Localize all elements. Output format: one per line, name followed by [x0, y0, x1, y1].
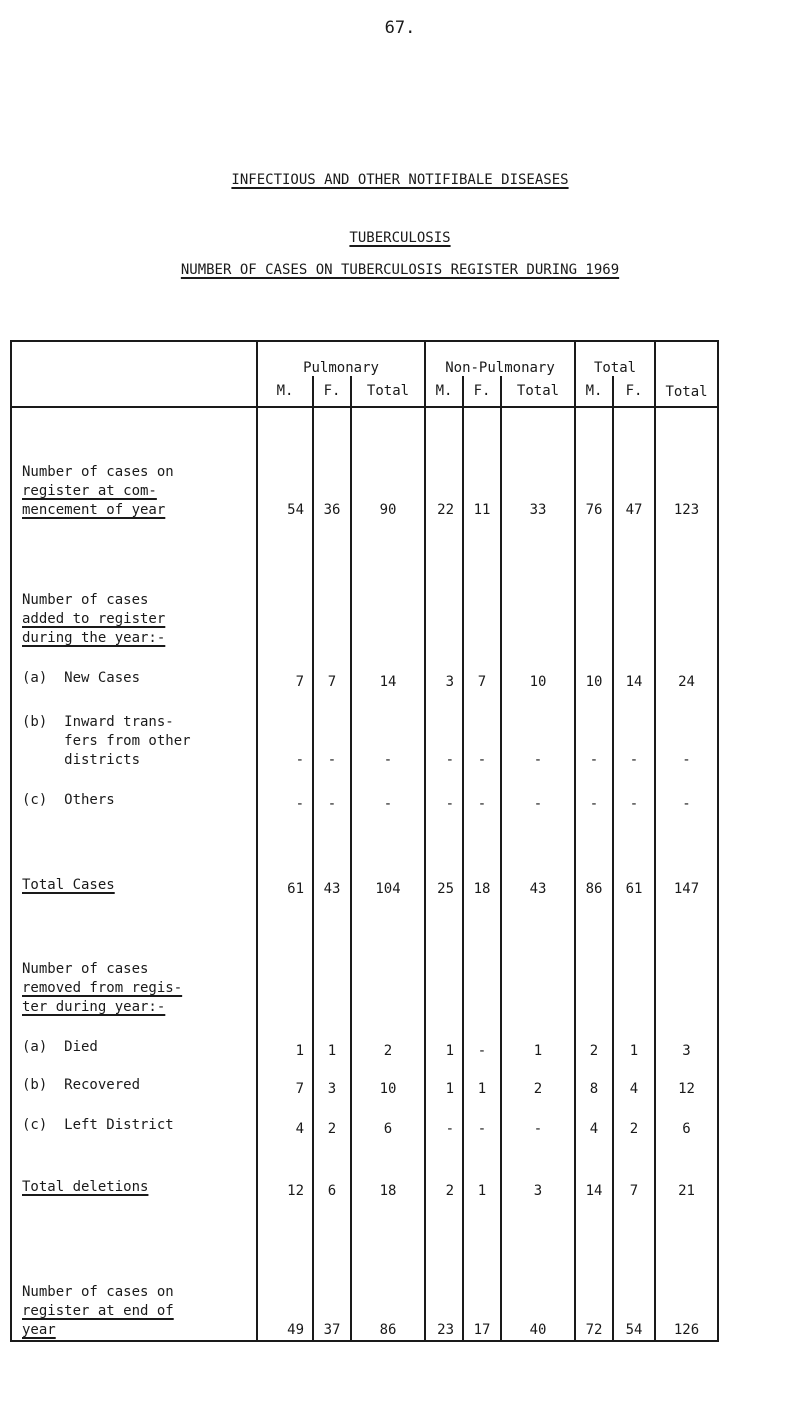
group-header-non-pulmonary: Non-Pulmonary	[425, 341, 575, 376]
row-label	[11, 770, 257, 814]
value-cell: 7	[257, 1061, 313, 1099]
value-cell	[425, 520, 463, 648]
value-cell: 3	[313, 1061, 351, 1099]
group-header-total: Total	[575, 341, 655, 376]
row-label-line: Number of cases	[22, 961, 149, 977]
value-cell: -	[425, 1099, 463, 1139]
value-cell: 1	[501, 1017, 575, 1061]
value-cell: -	[501, 692, 575, 770]
value-cell: 11	[463, 407, 501, 520]
value-cell: 23	[425, 1201, 463, 1341]
tuberculosis-register-table	[10, 340, 719, 1342]
grand-total-header-cell: Total	[655, 341, 718, 407]
value-cell: 7	[463, 648, 501, 692]
row-label-line: districts	[22, 752, 141, 768]
value-cell: 21	[655, 1139, 718, 1201]
value-cell	[501, 899, 575, 1017]
value-cell: 86	[575, 814, 613, 899]
value-cell	[257, 520, 313, 648]
value-cell: 1	[425, 1061, 463, 1099]
value-cell: 47	[613, 407, 655, 520]
value-cell: -	[257, 692, 313, 770]
value-cell: 8	[575, 1061, 613, 1099]
row-label-line: (b) Recovered	[22, 1077, 141, 1093]
value-cell: -	[613, 692, 655, 770]
value-cell	[463, 520, 501, 648]
value-cell: 2	[501, 1061, 575, 1099]
value-cell: 7	[613, 1139, 655, 1201]
row-label	[11, 1139, 257, 1201]
value-cell: 2	[425, 1139, 463, 1201]
value-cell: -	[655, 770, 718, 814]
value-cell: 10	[575, 648, 613, 692]
value-cell: -	[463, 1099, 501, 1139]
value-cell	[463, 899, 501, 1017]
column-header: M.	[425, 376, 463, 407]
row-label-line: register at end of	[22, 1303, 174, 1319]
value-cell: 49	[257, 1201, 313, 1341]
row-label-line: Number of cases	[22, 592, 149, 608]
table-row	[11, 1201, 718, 1341]
table-row	[11, 899, 718, 1017]
value-cell: 86	[351, 1201, 425, 1341]
row-label-line: (a) Died	[22, 1039, 98, 1055]
value-cell: 4	[257, 1099, 313, 1139]
value-cell: 36	[313, 407, 351, 520]
main-heading: INFECTIOUS AND OTHER NOTIFIBALE DISEASES	[231, 172, 569, 188]
value-cell: -	[613, 770, 655, 814]
value-cell: 3	[425, 648, 463, 692]
column-header: Total	[351, 376, 425, 407]
value-cell: 1	[463, 1061, 501, 1099]
value-cell: 3	[501, 1139, 575, 1201]
column-header: Total	[501, 376, 575, 407]
row-label	[11, 1017, 257, 1061]
value-cell: -	[313, 692, 351, 770]
value-cell	[425, 899, 463, 1017]
value-cell: -	[501, 770, 575, 814]
value-cell: 24	[655, 648, 718, 692]
table-row	[11, 1017, 718, 1061]
table-row	[11, 648, 718, 692]
value-cell: 2	[351, 1017, 425, 1061]
value-cell: 25	[425, 814, 463, 899]
value-cell: -	[463, 692, 501, 770]
row-label	[11, 648, 257, 692]
value-cell: 43	[313, 814, 351, 899]
value-cell: -	[575, 770, 613, 814]
row-label-line: during the year:-	[22, 630, 166, 646]
row-label	[11, 1061, 257, 1099]
value-cell: 126	[655, 1201, 718, 1341]
group-header-row	[11, 341, 718, 376]
column-header: F.	[463, 376, 501, 407]
value-cell: 37	[313, 1201, 351, 1341]
value-cell: -	[257, 770, 313, 814]
value-cell: 2	[313, 1099, 351, 1139]
column-header: M.	[257, 376, 313, 407]
value-cell: 40	[501, 1201, 575, 1341]
value-cell: 4	[613, 1061, 655, 1099]
value-cell: 14	[613, 648, 655, 692]
value-cell	[655, 899, 718, 1017]
value-cell: -	[313, 770, 351, 814]
value-cell: 147	[655, 814, 718, 899]
row-label	[11, 692, 257, 770]
value-cell	[351, 899, 425, 1017]
value-cell: 2	[613, 1099, 655, 1139]
value-cell: -	[351, 692, 425, 770]
row-label-line: added to register	[22, 611, 166, 627]
value-cell: 123	[655, 407, 718, 520]
value-cell	[655, 520, 718, 648]
row-label-line: year	[22, 1322, 56, 1338]
value-cell: 7	[257, 648, 313, 692]
value-cell	[257, 899, 313, 1017]
table-row	[11, 1099, 718, 1139]
value-cell	[575, 899, 613, 1017]
row-label-line: (b) Inward trans-	[22, 714, 174, 730]
value-cell: 1	[613, 1017, 655, 1061]
row-label	[11, 1201, 257, 1341]
value-cell: 90	[351, 407, 425, 520]
value-cell: -	[575, 692, 613, 770]
value-cell: 10	[501, 648, 575, 692]
table-title: NUMBER OF CASES ON TUBERCULOSIS REGISTER DURING 1969	[180, 262, 620, 278]
value-cell: 18	[463, 814, 501, 899]
value-cell: 1	[425, 1017, 463, 1061]
value-cell: 7	[313, 648, 351, 692]
value-cell	[613, 520, 655, 648]
value-cell	[501, 520, 575, 648]
column-header: M.	[575, 376, 613, 407]
value-cell: 104	[351, 814, 425, 899]
value-cell: -	[655, 692, 718, 770]
value-cell: 10	[351, 1061, 425, 1099]
value-cell: 6	[655, 1099, 718, 1139]
row-label-line: mencement of year	[22, 502, 166, 518]
value-cell: 17	[463, 1201, 501, 1341]
value-cell: -	[351, 770, 425, 814]
value-cell: -	[463, 1017, 501, 1061]
value-cell: 54	[613, 1201, 655, 1341]
value-cell: 1	[313, 1017, 351, 1061]
value-cell	[351, 520, 425, 648]
row-label-line: Number of cases on	[22, 1284, 174, 1300]
value-cell: 6	[351, 1099, 425, 1139]
column-header: F.	[613, 376, 655, 407]
value-cell: 33	[501, 407, 575, 520]
value-cell: 76	[575, 407, 613, 520]
row-label	[11, 407, 257, 520]
row-label-line: fers from other	[22, 733, 191, 749]
value-cell: 18	[351, 1139, 425, 1201]
row-label	[11, 520, 257, 648]
value-cell: -	[425, 692, 463, 770]
table-row	[11, 407, 718, 520]
value-cell	[313, 899, 351, 1017]
value-cell: -	[501, 1099, 575, 1139]
column-header: F.	[313, 376, 351, 407]
row-label-line: Total deletions	[22, 1179, 149, 1195]
value-cell: 72	[575, 1201, 613, 1341]
row-label-line: register at com-	[22, 483, 157, 499]
value-cell: 1	[463, 1139, 501, 1201]
table-row	[11, 814, 718, 899]
value-cell: 43	[501, 814, 575, 899]
value-cell: 14	[575, 1139, 613, 1201]
value-cell	[313, 520, 351, 648]
sub-heading: TUBERCULOSIS	[349, 230, 451, 246]
value-cell: 22	[425, 407, 463, 520]
value-cell: 14	[351, 648, 425, 692]
value-cell: 61	[257, 814, 313, 899]
row-label-line: (c) Others	[22, 792, 115, 808]
value-cell: 2	[575, 1017, 613, 1061]
value-cell: 6	[313, 1139, 351, 1201]
row-label-line: Total Cases	[22, 877, 115, 893]
row-label-line: Number of cases on	[22, 464, 174, 480]
value-cell: 1	[257, 1017, 313, 1061]
row-label	[11, 814, 257, 899]
row-label-line: (a) New Cases	[22, 670, 141, 686]
table-row	[11, 520, 718, 648]
group-header-pulmonary: Pulmonary	[257, 341, 425, 376]
row-label-line: removed from regis-	[22, 980, 183, 996]
value-cell: -	[425, 770, 463, 814]
table-row	[11, 692, 718, 770]
row-label	[11, 1099, 257, 1139]
header-blank-cell	[11, 341, 257, 407]
table-row	[11, 1139, 718, 1201]
page-number: 67.	[384, 18, 416, 38]
value-cell: 61	[613, 814, 655, 899]
value-cell	[613, 899, 655, 1017]
value-cell: 12	[655, 1061, 718, 1099]
table-row	[11, 770, 718, 814]
row-label-line: (c) Left District	[22, 1117, 174, 1133]
row-label	[11, 899, 257, 1017]
value-cell: 3	[655, 1017, 718, 1061]
table-row	[11, 1061, 718, 1099]
value-cell: -	[463, 770, 501, 814]
value-cell: 4	[575, 1099, 613, 1139]
row-label-line: ter during year:-	[22, 999, 166, 1015]
value-cell	[575, 520, 613, 648]
value-cell: 54	[257, 407, 313, 520]
value-cell: 12	[257, 1139, 313, 1201]
